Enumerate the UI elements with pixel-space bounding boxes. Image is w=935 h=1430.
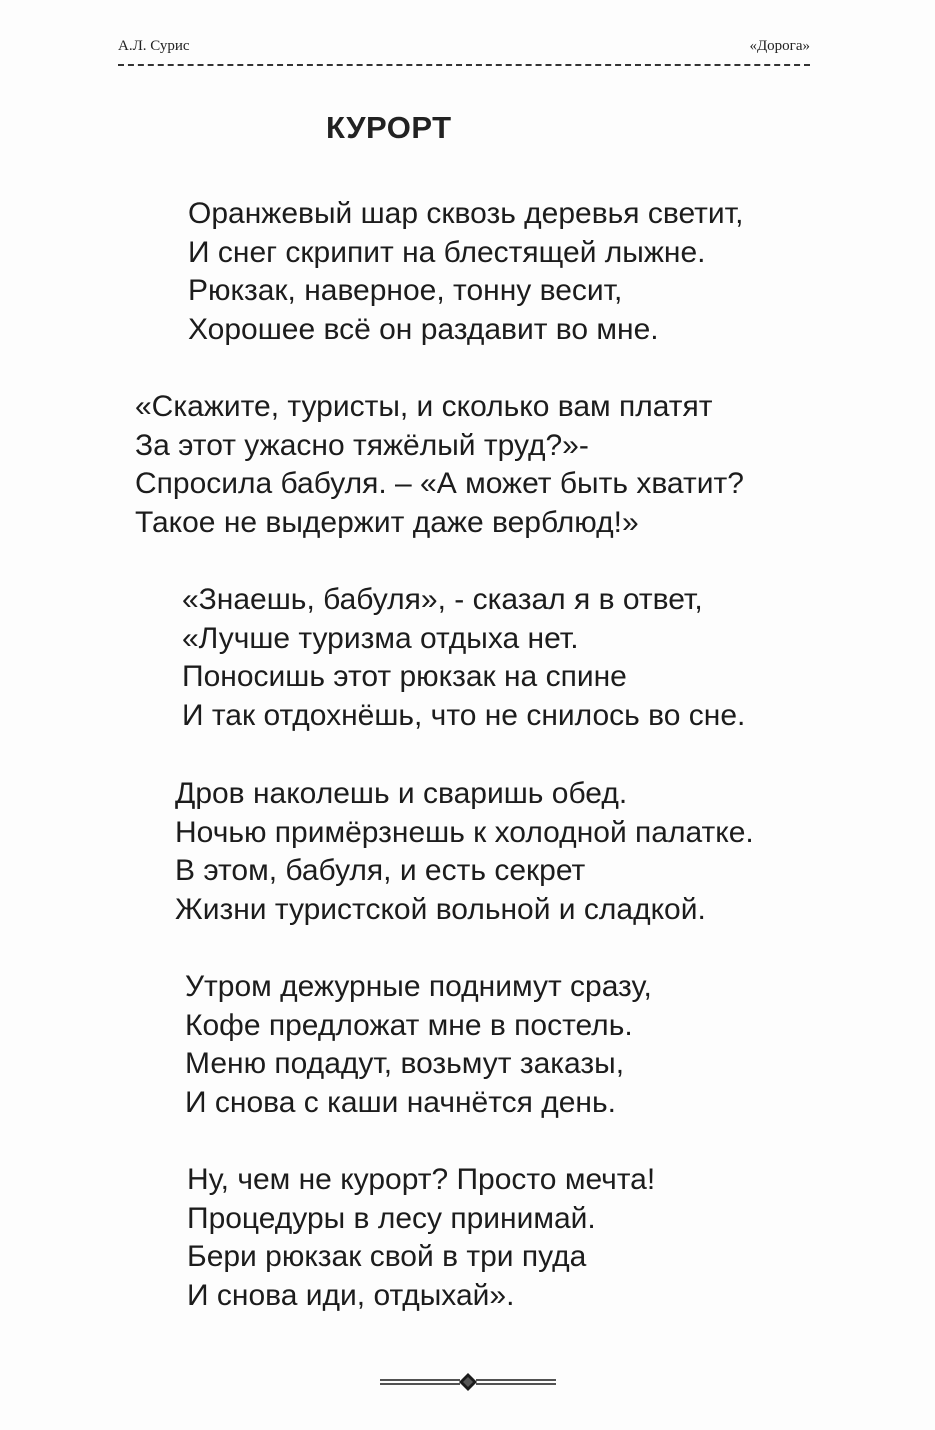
running-header: [118, 38, 810, 58]
poem-line: Поносишь этот рюкзак на спине: [182, 660, 627, 693]
stanza-3: [182, 581, 745, 735]
poem-line: В этом, бабуля, и есть секрет: [175, 854, 586, 887]
header-divider: [118, 64, 810, 66]
poem-line: Такое не выдержит даже верблюд!»: [135, 505, 639, 539]
poem-line: «Знаешь, бабуля», - сказал я в ответ,: [182, 583, 703, 616]
poem-title: КУРОРТ: [326, 110, 452, 145]
poem-line: Ну, чем не курорт? Просто мечта!: [187, 1163, 656, 1196]
poem-line: Ночью примёрзнешь к холодной палатке.: [175, 815, 754, 849]
poem-line: И снова иди, отдыхай».: [187, 1278, 515, 1312]
poem-line: Бери рюкзак свой в три пуда: [187, 1240, 587, 1273]
poem-line: Спросила бабуля. – «А может быть хватит?: [135, 467, 744, 500]
poem-line: И снег скрипит на блестящей лыжне.: [188, 235, 706, 269]
poem-line: Хорошее всё он раздавит во мне.: [188, 312, 659, 346]
poem-line: Рюкзак, наверное, тонну весит,: [188, 274, 623, 307]
poem-line: И так отдохнёшь, что не снилось во сне.: [182, 698, 746, 732]
poem-line: «Скажите, туристы, и сколько вам платят: [135, 390, 713, 423]
stanza-1: [188, 195, 743, 349]
stanza-4: [175, 775, 754, 929]
poem-line: Процедуры в лесу принимай.: [187, 1201, 596, 1235]
poem-line: И снова с каши начнётся день.: [185, 1085, 616, 1119]
poem-line: «Лучше туризма отдыха нет.: [182, 621, 579, 655]
stanza-5: [185, 968, 652, 1122]
poem-line: Меню подадут, возьмут заказы,: [185, 1047, 625, 1080]
poem-line: Оранжевый шар сквозь деревья светит,: [188, 197, 744, 230]
poem-line: За этот ужасно тяжёлый труд?»-: [135, 428, 589, 462]
poem-line: Жизни туристской вольной и сладкой.: [175, 892, 706, 926]
header-book-title: «Дорога»: [749, 38, 810, 54]
poem-line: Дров наколешь и сваришь обед.: [175, 777, 628, 810]
diamond-divider-icon: [378, 1372, 558, 1392]
stanza-6: [187, 1161, 655, 1315]
header-author: А.Л. Сурис: [118, 38, 190, 54]
stanza-2: [135, 388, 744, 542]
poem-line: Утром дежурные поднимут сразу,: [185, 970, 652, 1003]
poem-line: Кофе предложат мне в постель.: [185, 1008, 633, 1042]
